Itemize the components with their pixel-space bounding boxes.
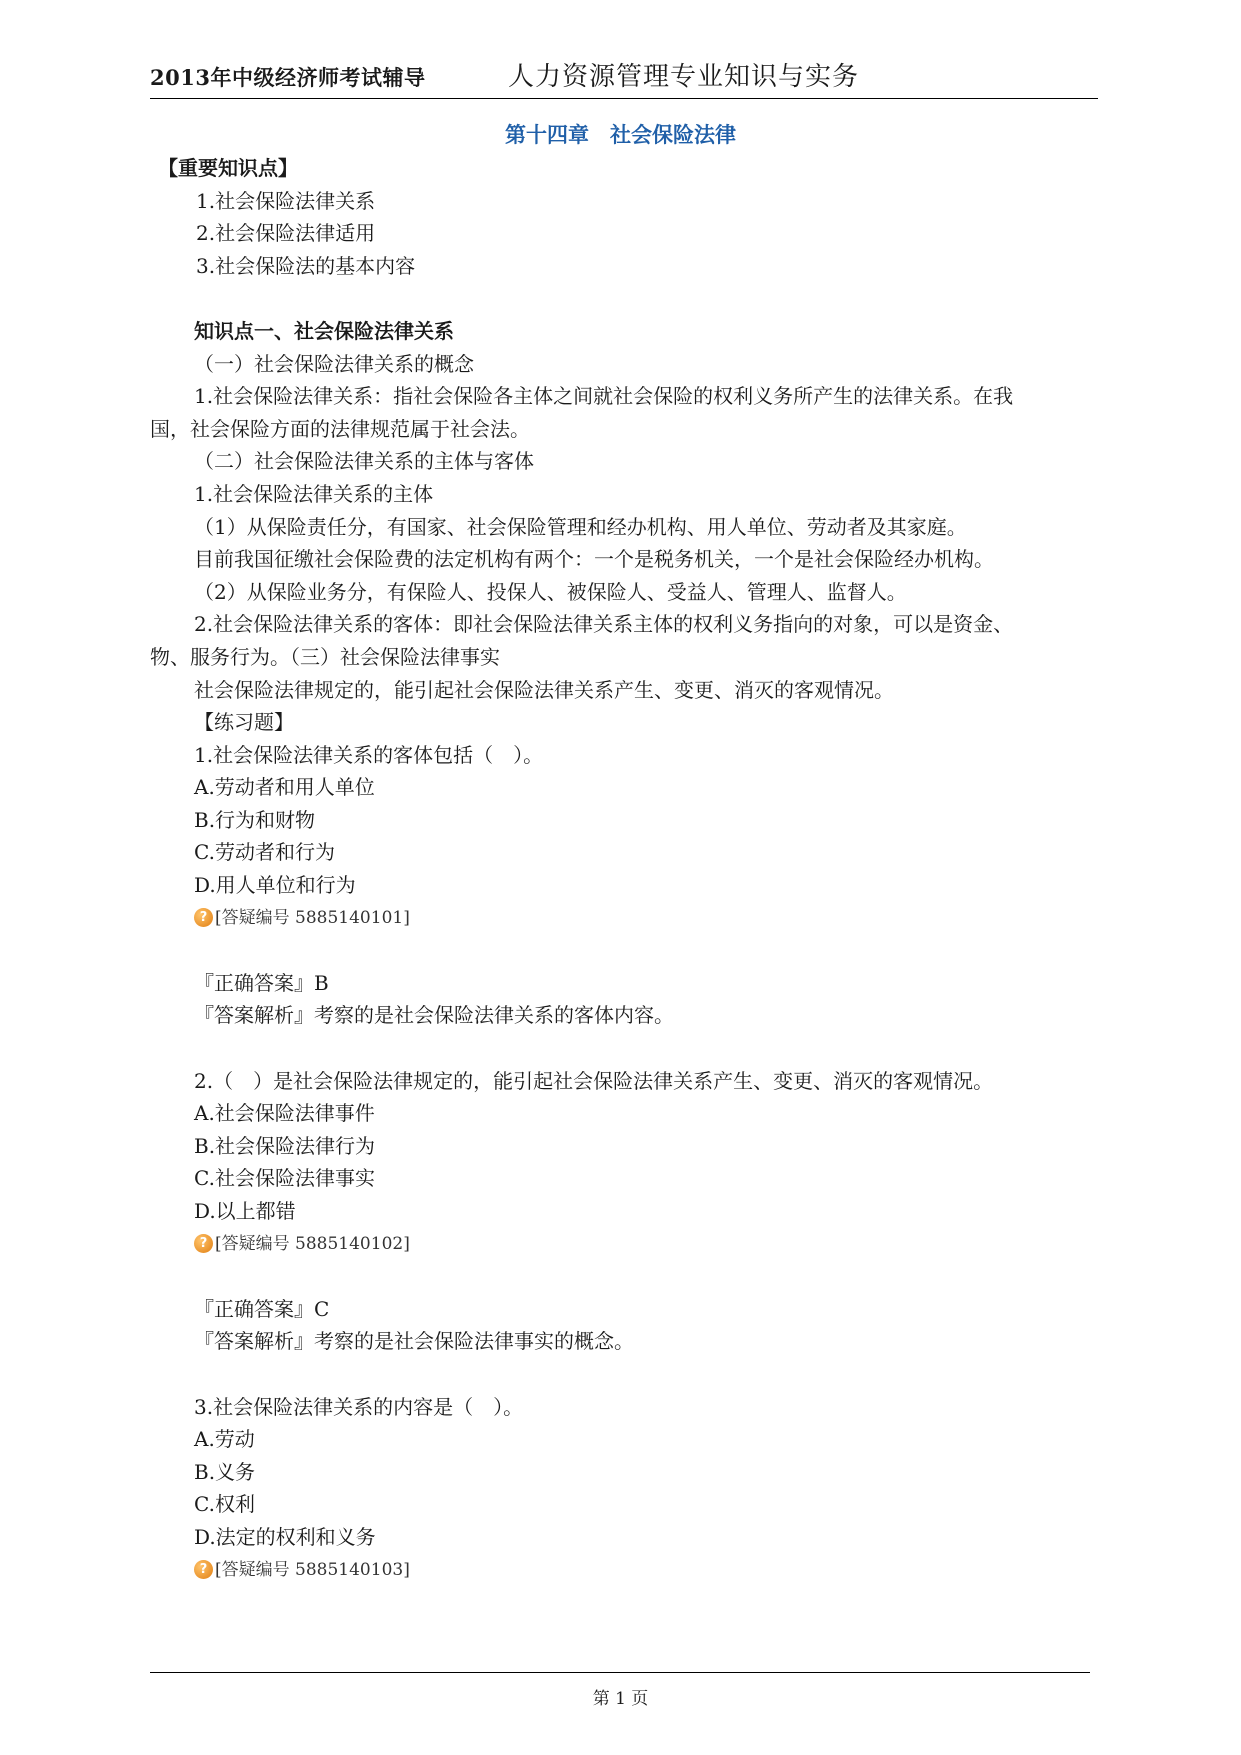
header-exam-title: 2013年中级经济师考试辅导 xyxy=(150,65,426,90)
chapter-title: 第十四章 社会保险法律 xyxy=(505,123,736,147)
paragraph: 2.社会保险法律关系的客体：即社会保险法律关系主体的权利义务指向的对象，可以是资金、 xyxy=(194,612,1014,637)
question-option: D.以上都错 xyxy=(194,1199,296,1223)
question-stem: 3.社会保险法律关系的内容是（ ）。 xyxy=(194,1394,524,1419)
page-number: 第 1 页 xyxy=(592,1689,649,1709)
question-stem: 1.社会保险法律关系的客体包括（ ）。 xyxy=(194,742,544,767)
question-option: A.劳动者和用人单位 xyxy=(194,775,375,800)
question-option: D.法定的权利和义务 xyxy=(194,1524,376,1549)
question-option: C.劳动者和行为 xyxy=(194,840,335,865)
question-id-link[interactable] xyxy=(150,902,1098,935)
section-heading: 知识点一、社会保险法律关系 xyxy=(194,318,454,343)
question-id-link[interactable] xyxy=(150,1554,1098,1587)
question-id-text: [答疑编号 5885140102] xyxy=(215,1233,410,1254)
paragraph: 社会保险法律规定的，能引起社会保险法律关系产生、变更、消灭的客观情况。 xyxy=(194,677,894,702)
correct-answer: 『正确答案』B xyxy=(194,970,329,995)
answer-analysis: 『答案解析』考察的是社会保险法律关系的客体内容。 xyxy=(194,1003,674,1028)
question-id-text: [答疑编号 5885140101] xyxy=(215,907,410,928)
question-id-link[interactable] xyxy=(150,1228,1098,1261)
header-subject-title: 人力资源管理专业知识与实务 xyxy=(508,62,860,92)
correct-answer: 『正确答案』C xyxy=(194,1296,330,1321)
key-points-heading: 【重要知识点】 xyxy=(158,156,298,180)
question-option: C.权利 xyxy=(194,1492,255,1517)
question-option: B.社会保险法律行为 xyxy=(194,1133,376,1158)
paragraph: 物、服务行为。（三）社会保险法律事实 xyxy=(150,644,500,669)
question-option: C.社会保险法律事实 xyxy=(194,1166,375,1191)
key-point-item: 1.社会保险法律关系 xyxy=(196,188,376,213)
subsection-heading: （二）社会保险法律关系的主体与客体 xyxy=(194,449,534,474)
key-point-item: 3.社会保险法的基本内容 xyxy=(196,253,416,278)
paragraph: （2）从保险业务分，有保险人、投保人、被保险人、受益人、管理人、监督人。 xyxy=(194,579,907,604)
question-mark-circle-icon: ? xyxy=(194,1234,213,1253)
page-header xyxy=(150,56,1098,99)
question-mark-circle-icon: ? xyxy=(194,1560,213,1579)
footer-divider xyxy=(150,1672,1090,1673)
paragraph: 1.社会保险法律关系：指社会保险各主体之间就社会保险的权利义务所产生的法律关系。在我 xyxy=(194,384,1014,409)
document-body xyxy=(150,152,1098,1586)
question-option: A.劳动 xyxy=(194,1427,255,1452)
question-option: B.行为和财物 xyxy=(194,807,316,832)
answer-analysis: 『答案解析』考察的是社会保险法律事实的概念。 xyxy=(194,1329,634,1354)
paragraph: 1.社会保险法律关系的主体 xyxy=(194,481,434,506)
paragraph: （1）从保险责任分，有国家、社会保险管理和经办机构、用人单位、劳动者及其家庭。 xyxy=(194,514,967,539)
subsection-heading: （一）社会保险法律关系的概念 xyxy=(194,351,474,376)
exercise-heading: 【练习题】 xyxy=(194,710,294,735)
question-option: A.社会保险法律事件 xyxy=(194,1101,375,1126)
question-id-text: [答疑编号 5885140103] xyxy=(215,1559,410,1580)
paragraph: 国，社会保险方面的法律规范属于社会法。 xyxy=(150,416,530,441)
paragraph: 目前我国征缴社会保险费的法定机构有两个：一个是税务机关，一个是社会保险经办机构。 xyxy=(194,547,994,572)
question-mark-circle-icon: ? xyxy=(194,908,213,927)
question-stem: 2.（ ）是社会保险法律规定的，能引起社会保险法律关系产生、变更、消灭的客观情况。 xyxy=(194,1068,994,1093)
key-point-item: 2.社会保险法律适用 xyxy=(196,221,376,246)
question-option: B.义务 xyxy=(194,1459,256,1484)
question-option: D.用人单位和行为 xyxy=(194,873,356,898)
